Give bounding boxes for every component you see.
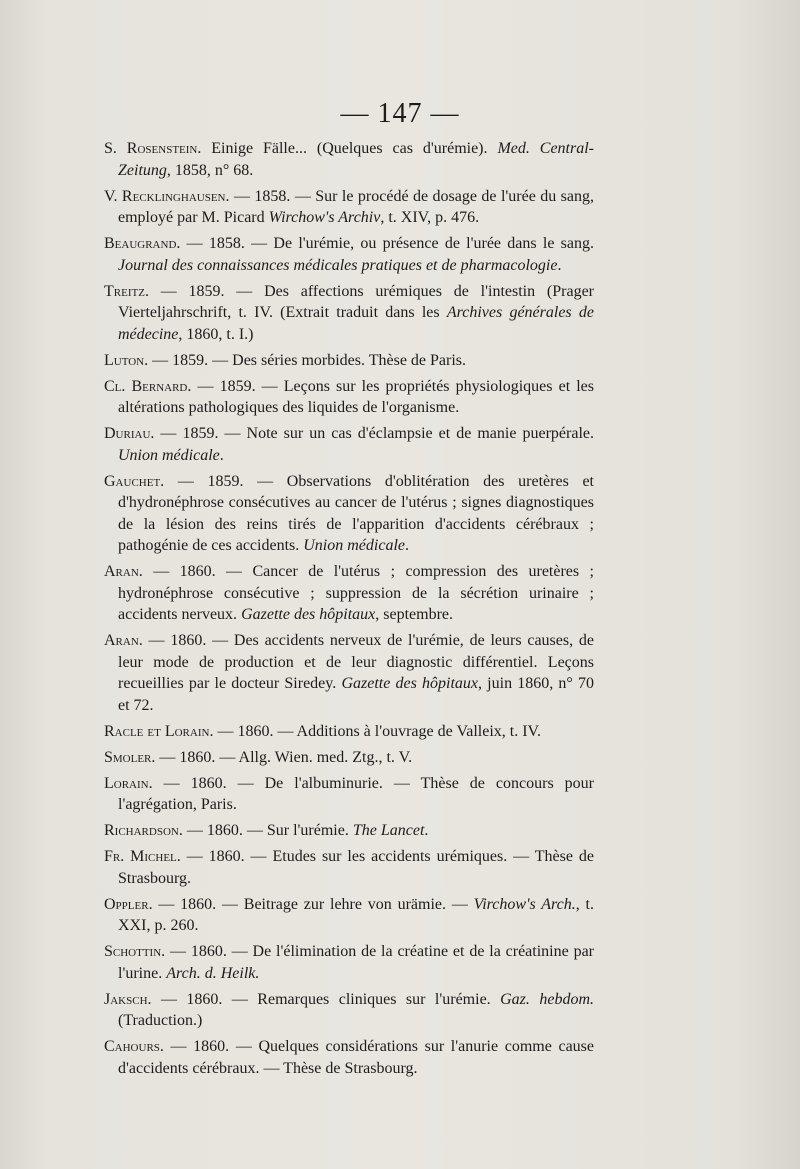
entry-author: Duriau	[104, 425, 151, 442]
entry-source: Wirchow's Archiv	[268, 209, 381, 226]
bibliography-entry	[104, 630, 594, 716]
entry-source: The Lancet	[352, 822, 425, 839]
entry-tail: , septembre.	[375, 606, 454, 623]
entry-text: . — 1858. — De l'urémie, ou présence de l'urée dans le sang.	[176, 235, 594, 252]
entry-author: Lorain	[104, 774, 149, 792]
entry-author: Richardson	[104, 822, 179, 839]
entry-source: Gazette des hôpitaux	[241, 606, 376, 623]
entry-author: Jaksch	[104, 990, 148, 1008]
entry-text: . — 1859. — Note sur un cas d'éclampsie et de manie puerpérale.	[150, 425, 594, 442]
bibliography-entry	[104, 471, 594, 557]
entry-text: . — 1859. — Des séries morbides. Thèse de Paris.	[144, 351, 467, 369]
bibliography-entry	[104, 773, 594, 816]
entry-author: Schottin	[104, 943, 162, 960]
entry-text: . — 1860. — Remarques cliniques sur l'urémie.	[147, 990, 501, 1008]
bibliography-entry	[104, 561, 594, 626]
entry-author: V. Recklinghausen	[104, 187, 226, 205]
entry-author: Cahours	[104, 1038, 160, 1055]
bibliography-entry	[104, 350, 594, 372]
bibliography-entry	[104, 376, 594, 419]
entry-text: . — 1860. — Beitrage zur lehre von urämie. —	[148, 895, 474, 913]
entry-text: . — 1860. — Etudes sur les accidents urémiques. — Thèse de Strasbourg.	[118, 848, 594, 887]
entry-text: . — 1859. — Leçons sur les propriétés physiologiques et les altérations pathologiques des liquides de l'organisme.	[118, 377, 595, 416]
bibliography-entry	[104, 721, 594, 743]
entry-source: Med. Central-Zeitung	[118, 140, 594, 179]
entry-source: Union médicale	[303, 537, 405, 554]
entry-author: Gauchet	[104, 472, 161, 490]
entry-author: Aran	[104, 563, 139, 580]
bibliography-entry	[104, 989, 594, 1032]
bibliography-entry	[104, 138, 594, 181]
entry-source: Virchow's Arch.	[473, 895, 576, 913]
entry-author: Treitz	[104, 282, 145, 300]
entry-tail: .	[557, 256, 562, 274]
entry-text: . — 1860. — Quelques considérations sur l'anurie comme cause d'accidents cérébraux. — Thèse de Strasbourg.	[118, 1038, 594, 1077]
entry-author: Cl. Bernard	[104, 377, 188, 395]
entry-tail: .	[405, 537, 409, 554]
entry-author: Aran	[104, 632, 139, 649]
entry-text: . — 1860. — De l'albuminurie. — Thèse de concours pour l'agrégation, Paris.	[118, 774, 594, 813]
bibliography-entry	[104, 423, 594, 466]
entry-text: . — 1860. — Des accidents nerveux de l'urémie, de leurs causes, de leur mode de production et de leur diagnostic différentiel. Leçons recueillies par le docteur Siredey.	[118, 632, 594, 692]
entry-tail: , t. XXI, p. 260.	[118, 895, 594, 934]
entry-author: Racle et Lorain	[104, 722, 210, 740]
bibliography-entry	[104, 941, 594, 984]
page-number: — 147 —	[340, 98, 460, 129]
entry-source: Archives générales de médecine	[118, 304, 594, 343]
entry-tail: , t. XIV, p. 476.	[380, 209, 480, 226]
entry-author: Smoler	[104, 748, 152, 766]
entry-source: Gazette des hôpitaux	[341, 675, 478, 692]
bibliography-entry	[104, 747, 594, 769]
entry-text: . — 1860. — Allg. Wien. med. Ztg., t. V.	[151, 748, 413, 766]
entry-tail: .	[219, 446, 224, 464]
entry-author: Beaugrand	[104, 235, 177, 252]
entry-text: . Einige Fälle... (Quelques cas d'urémie).	[197, 140, 498, 157]
entry-tail: , juin 1860, n° 70 et 72.	[118, 675, 595, 714]
entry-source: Gaz. hebdom.	[500, 990, 595, 1008]
entry-author: Oppler	[104, 895, 149, 913]
entry-source: Arch. d. Heilk.	[166, 964, 260, 982]
entry-text: . — 1860. — Cancer de l'utérus ; compression des uretères ; hydronéphrose consécutive ; suppression de la sécrétion urinaire ; accidents nerveux.	[118, 563, 594, 623]
entry-tail: , 1860, t. I.)	[178, 325, 254, 343]
entry-author: Luton	[104, 351, 145, 369]
bibliography-entry	[104, 846, 594, 889]
bibliography-entry	[104, 186, 594, 229]
entry-text: . — 1859. — Des affections urémiques de l'intestin (Prager Vierteljahrschrift, t. IV. (Extrait traduit dans les	[118, 282, 594, 321]
bibliography-entry	[104, 820, 594, 842]
bibliography-entry	[104, 894, 594, 937]
entry-source: Journal des connaissances médicales pratiques et de pharmacologie	[118, 256, 558, 274]
entry-author: Fr. Michel	[104, 848, 177, 865]
entry-tail: .	[424, 822, 429, 839]
entry-tail: , 1858, n° 68.	[166, 161, 254, 179]
entry-source: Union médicale	[118, 446, 220, 464]
bibliography-entry	[104, 281, 594, 346]
entry-text: . — 1860. — Additions à l'ouvrage de Valleix, t. IV.	[209, 722, 542, 740]
bibliography-entry	[104, 233, 594, 276]
entry-text: . — 1859. — Observations d'oblitération des uretères et d'hydronéphrose consécutives au cancer de l'utérus ; signes diagnostiques de la lésion des reins tirés de l'apparition d'accidents cérébraux ; pathogénie de ces accidents.	[118, 472, 594, 554]
entry-author: S. Rosenstein	[104, 140, 198, 157]
entry-text: . — 1860. — Sur l'urémie.	[178, 822, 353, 839]
entry-text: . — 1858. — Sur le procédé de dosage de l'urée du sang, employé par M. Picard	[118, 187, 595, 226]
entry-text: . — 1860. — De l'élimination de la créatine et de la créatinine par l'urine.	[118, 943, 594, 982]
bibliography-list	[104, 138, 594, 1084]
bibliography-entry	[104, 1036, 594, 1079]
entry-tail: (Traduction.)	[118, 1012, 203, 1029]
